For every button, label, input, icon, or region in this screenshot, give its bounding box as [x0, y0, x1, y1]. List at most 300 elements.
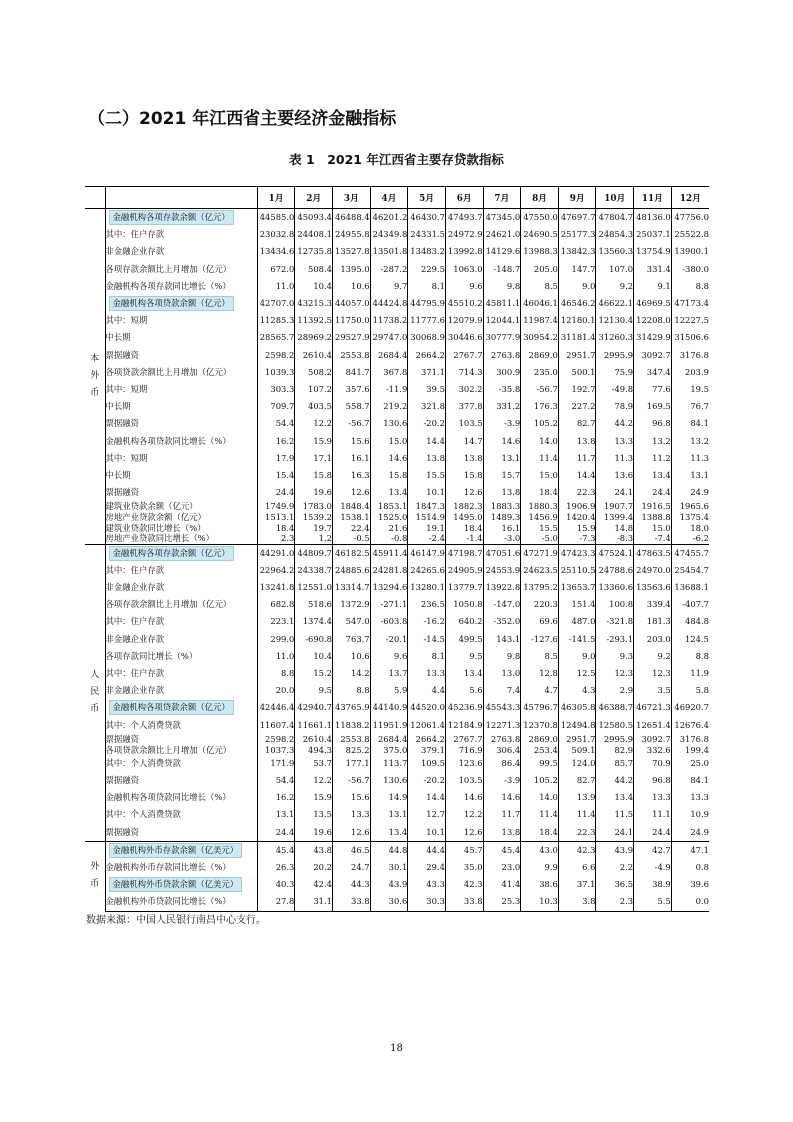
- table-row: [85, 364, 709, 381]
- value-cell: 5.6: [445, 682, 483, 699]
- value-cell: 47271.9: [521, 544, 559, 562]
- value-cell: 113.7: [370, 755, 408, 772]
- value-cell: 347.4: [634, 364, 672, 381]
- table-row: [85, 579, 709, 596]
- value-cell: 24408.1: [295, 226, 333, 243]
- value-cell: 14.4: [558, 467, 596, 484]
- month-header: 6月: [445, 187, 483, 209]
- value-cell: 13.3: [671, 789, 709, 806]
- value-cell: 1514.9: [408, 512, 446, 523]
- value-cell: 1399.4: [596, 512, 634, 523]
- value-cell: 19.1: [408, 522, 446, 533]
- value-cell: 2598.2: [257, 734, 295, 745]
- value-cell: 5.9: [370, 682, 408, 699]
- value-cell: 9.6: [370, 648, 408, 665]
- value-cell: 17.9: [257, 450, 295, 467]
- value-cell: 46488.4: [333, 209, 371, 227]
- value-cell: 509.1: [558, 744, 596, 755]
- table-row: [85, 312, 709, 329]
- value-cell: 37.1: [558, 876, 596, 893]
- value-cell: 13.8: [558, 432, 596, 449]
- value-cell: 15.0: [521, 467, 559, 484]
- value-cell: 24265.6: [408, 562, 446, 579]
- value-cell: 1916.5: [634, 501, 672, 512]
- value-cell: 130.6: [370, 415, 408, 432]
- value-cell: 11.1: [634, 806, 672, 823]
- value-cell: 77.6: [634, 381, 672, 398]
- value-cell: 41.4: [483, 876, 521, 893]
- value-cell: 8.5: [521, 648, 559, 665]
- value-cell: 13.1: [671, 467, 709, 484]
- value-cell: -3.9: [483, 415, 521, 432]
- value-cell: 2610.4: [295, 734, 333, 745]
- value-cell: 38.9: [634, 876, 672, 893]
- value-cell: 15.6: [333, 789, 371, 806]
- value-cell: 46430.7: [408, 209, 446, 227]
- value-cell: 11392.5: [295, 312, 333, 329]
- value-cell: 44140.9: [370, 699, 408, 716]
- value-cell: 13988.3: [521, 243, 559, 260]
- value-cell: 24854.3: [596, 226, 634, 243]
- value-cell: 22.4: [333, 522, 371, 533]
- value-cell: 12370.8: [521, 716, 559, 733]
- value-cell: 19.5: [671, 381, 709, 398]
- value-cell: 11661.1: [295, 716, 333, 733]
- value-cell: 38.6: [521, 876, 559, 893]
- value-cell: 11.0: [257, 278, 295, 295]
- value-cell: -127.6: [521, 631, 559, 648]
- value-cell: 203.0: [634, 631, 672, 648]
- value-cell: 78.9: [596, 398, 634, 415]
- value-cell: 13501.8: [370, 243, 408, 260]
- value-cell: 43765.9: [333, 699, 371, 716]
- value-cell: 302.2: [445, 381, 483, 398]
- value-cell: 8.5: [521, 278, 559, 295]
- row-label-cell: [105, 243, 257, 260]
- value-cell: 151.4: [558, 596, 596, 613]
- value-cell: 43215.3: [295, 295, 333, 312]
- value-cell: 1882.3: [445, 501, 483, 512]
- value-cell: 11987.4: [521, 312, 559, 329]
- value-cell: 2.3: [257, 533, 295, 544]
- value-cell: 13.4: [596, 789, 634, 806]
- row-label: 其中：短期: [105, 383, 148, 394]
- value-cell: 13.8: [483, 484, 521, 501]
- row-label: 其中：住户存款: [105, 667, 165, 678]
- value-cell: 11951.9: [370, 716, 408, 733]
- table-row: [85, 512, 709, 523]
- value-cell: 24885.6: [333, 562, 371, 579]
- value-cell: -11.9: [370, 381, 408, 398]
- value-cell: 45796.7: [521, 699, 559, 716]
- value-cell: 13560.3: [596, 243, 634, 260]
- value-cell: 31260.3: [596, 329, 634, 346]
- highlighted-row-label: 金融机构外币存款余额（亿美元）: [109, 843, 243, 858]
- value-cell: -8.3: [596, 533, 634, 544]
- value-cell: 339.4: [634, 596, 672, 613]
- value-cell: 499.5: [445, 631, 483, 648]
- source-note: 数据来源：中国人民银行南昌中心支行。: [86, 915, 266, 926]
- value-cell: 15.9: [295, 789, 333, 806]
- table-body: [85, 209, 709, 912]
- table-row: [85, 665, 709, 682]
- value-cell: 30.1: [370, 859, 408, 876]
- value-cell: 547.0: [333, 613, 371, 630]
- value-cell: 7.4: [483, 682, 521, 699]
- value-cell: 500.1: [558, 364, 596, 381]
- value-cell: 54.4: [257, 772, 295, 789]
- row-label-cell: [105, 484, 257, 501]
- value-cell: 124.0: [558, 755, 596, 772]
- row-label: 其中：个人消费贷款: [105, 809, 181, 820]
- value-cell: 14.0: [521, 789, 559, 806]
- value-cell: 10.1: [408, 484, 446, 501]
- value-cell: 9.7: [370, 278, 408, 295]
- value-cell: 70.9: [634, 755, 672, 772]
- highlighted-row-label: 金融机构各项存款余额（亿元）: [109, 546, 234, 561]
- value-cell: 103.5: [445, 415, 483, 432]
- row-label-cell: [105, 648, 257, 665]
- value-cell: 18.4: [521, 484, 559, 501]
- value-cell: -4.9: [634, 859, 672, 876]
- value-cell: 13360.6: [596, 579, 634, 596]
- value-cell: 46046.1: [521, 295, 559, 312]
- value-cell: 53.7: [295, 755, 333, 772]
- value-cell: 42707.0: [257, 295, 295, 312]
- value-cell: 1.2: [295, 533, 333, 544]
- value-cell: 2664.2: [408, 734, 446, 745]
- row-label-cell: [105, 501, 257, 512]
- value-cell: 13.3: [408, 665, 446, 682]
- value-cell: 15.2: [295, 665, 333, 682]
- value-cell: 84.1: [671, 415, 709, 432]
- value-cell: 11285.3: [257, 312, 295, 329]
- table-row: [85, 501, 709, 512]
- row-label-cell: [105, 381, 257, 398]
- value-cell: 46182.5: [333, 544, 371, 562]
- value-cell: 24.7: [333, 859, 371, 876]
- value-cell: 82.9: [596, 744, 634, 755]
- value-cell: 43.9: [596, 841, 634, 859]
- value-cell: 300.9: [483, 364, 521, 381]
- value-cell: 86.4: [483, 755, 521, 772]
- value-cell: 2995.9: [596, 347, 634, 364]
- row-label: 非金融企业存款: [105, 685, 165, 696]
- row-label-cell: [105, 522, 257, 533]
- value-cell: 9.2: [596, 278, 634, 295]
- currency-group-label: 人 民 币: [85, 544, 105, 841]
- value-cell: 13280.1: [408, 579, 446, 596]
- value-cell: 16.2: [257, 789, 295, 806]
- value-cell: 30954.2: [521, 329, 559, 346]
- row-label-cell: [105, 806, 257, 823]
- value-cell: 1853.1: [370, 501, 408, 512]
- value-cell: 103.5: [445, 772, 483, 789]
- table-row: [85, 295, 709, 312]
- value-cell: 1907.7: [596, 501, 634, 512]
- value-cell: -0.5: [333, 533, 371, 544]
- value-cell: -20.1: [370, 631, 408, 648]
- value-cell: 31.1: [295, 893, 333, 911]
- row-label-cell: [105, 631, 257, 648]
- value-cell: 47173.4: [671, 295, 709, 312]
- value-cell: -690.8: [295, 631, 333, 648]
- value-cell: 25.0: [671, 755, 709, 772]
- row-label: 非金融企业存款: [105, 633, 165, 644]
- value-cell: 1906.9: [558, 501, 596, 512]
- value-cell: 192.7: [558, 381, 596, 398]
- value-cell: 47804.7: [596, 209, 634, 227]
- header-corner: [85, 187, 105, 209]
- value-cell: 14.0: [521, 432, 559, 449]
- table-title: 表 1 2021 年江西省主要存贷款指标: [289, 152, 504, 167]
- value-cell: 3176.8: [671, 347, 709, 364]
- value-cell: 18.0: [671, 522, 709, 533]
- value-cell: 14.6: [483, 789, 521, 806]
- value-cell: 2.9: [596, 682, 634, 699]
- row-label: 建筑业贷款同比增长（%）: [105, 522, 206, 533]
- value-cell: -14.5: [408, 631, 446, 648]
- table-row: [85, 631, 709, 648]
- value-cell: 46721.3: [634, 699, 672, 716]
- value-cell: 1375.4: [671, 512, 709, 523]
- table-row: [85, 824, 709, 842]
- value-cell: 9.8: [483, 278, 521, 295]
- value-cell: 13.4: [370, 484, 408, 501]
- value-cell: 44291.0: [257, 544, 295, 562]
- value-cell: 12.6: [333, 824, 371, 842]
- value-cell: -148.7: [483, 261, 521, 278]
- value-cell: 11.4: [521, 450, 559, 467]
- row-label-cell: [105, 665, 257, 682]
- table-row: [85, 243, 709, 260]
- value-cell: 331.2: [483, 398, 521, 415]
- value-cell: 14.7: [445, 432, 483, 449]
- value-cell: 25037.1: [634, 226, 672, 243]
- table-row: [85, 522, 709, 533]
- row-label: 金融机构各项贷款同比增长（%）: [105, 435, 231, 446]
- value-cell: 44.8: [370, 841, 408, 859]
- value-cell: 8.8: [671, 648, 709, 665]
- row-label: 其中：个人消费贷款: [105, 719, 181, 730]
- table-header-row: [85, 187, 709, 209]
- value-cell: 15.6: [333, 432, 371, 449]
- value-cell: 82.7: [558, 415, 596, 432]
- value-cell: 494.3: [295, 744, 333, 755]
- value-cell: 1880.3: [521, 501, 559, 512]
- value-cell: 96.8: [634, 772, 672, 789]
- row-label-cell: [105, 744, 257, 755]
- value-cell: 13992.8: [445, 243, 483, 260]
- value-cell: 12.6: [445, 484, 483, 501]
- value-cell: -20.2: [408, 415, 446, 432]
- value-cell: 12.2: [295, 772, 333, 789]
- value-cell: -49.8: [596, 381, 634, 398]
- row-label-cell: [105, 278, 257, 295]
- value-cell: 2763.8: [483, 347, 521, 364]
- value-cell: 22964.2: [257, 562, 295, 579]
- value-cell: 1420.4: [558, 512, 596, 523]
- row-label-cell: [105, 533, 257, 544]
- value-cell: 85.7: [596, 755, 634, 772]
- table-row: [85, 484, 709, 501]
- value-cell: 12.7: [408, 806, 446, 823]
- row-label-cell: [105, 450, 257, 467]
- value-cell: 13754.9: [634, 243, 672, 260]
- value-cell: 13.4: [370, 824, 408, 842]
- value-cell: 13.0: [483, 665, 521, 682]
- month-header: 4月: [370, 187, 408, 209]
- value-cell: 69.6: [521, 613, 559, 630]
- value-cell: 13434.6: [257, 243, 295, 260]
- value-cell: 45911.4: [370, 544, 408, 562]
- value-cell: 24970.0: [634, 562, 672, 579]
- value-cell: 47493.7: [445, 209, 483, 227]
- value-cell: 2553.8: [333, 734, 371, 745]
- table-row: [85, 806, 709, 823]
- value-cell: 220.3: [521, 596, 559, 613]
- value-cell: 13.5: [295, 806, 333, 823]
- value-cell: 107.0: [596, 261, 634, 278]
- value-cell: 1883.3: [483, 501, 521, 512]
- value-cell: 18.4: [445, 522, 483, 533]
- value-cell: 44.4: [408, 841, 446, 859]
- value-cell: 12271.3: [483, 716, 521, 733]
- month-header: 9月: [558, 187, 596, 209]
- value-cell: 11.7: [558, 450, 596, 467]
- value-cell: 2763.8: [483, 734, 521, 745]
- value-cell: -6.2: [671, 533, 709, 544]
- value-cell: 44795.9: [408, 295, 446, 312]
- value-cell: 24.4: [257, 824, 295, 842]
- row-label-cell: [105, 209, 257, 227]
- table-row: [85, 699, 709, 716]
- value-cell: 13.1: [483, 450, 521, 467]
- value-cell: 47345.0: [483, 209, 521, 227]
- row-label-cell: [105, 699, 257, 716]
- value-cell: 379.1: [408, 744, 446, 755]
- value-cell: -321.8: [596, 613, 634, 630]
- value-cell: 3.8: [558, 893, 596, 911]
- value-cell: 9.9: [521, 859, 559, 876]
- value-cell: 25522.8: [671, 226, 709, 243]
- value-cell: 1388.8: [634, 512, 672, 523]
- value-cell: -3.9: [483, 772, 521, 789]
- value-cell: 12.6: [445, 824, 483, 842]
- value-cell: 203.9: [671, 364, 709, 381]
- value-cell: 47051.6: [483, 544, 521, 562]
- value-cell: 14.6: [445, 789, 483, 806]
- value-cell: 10.9: [671, 806, 709, 823]
- value-cell: 8.8: [257, 665, 295, 682]
- value-cell: 357.6: [333, 381, 371, 398]
- month-header: 7月: [483, 187, 521, 209]
- value-cell: -352.0: [483, 613, 521, 630]
- value-cell: 825.2: [333, 744, 371, 755]
- row-label-cell: [105, 432, 257, 449]
- row-label-cell: [105, 841, 257, 859]
- table-row: [85, 347, 709, 364]
- value-cell: 306.4: [483, 744, 521, 755]
- value-cell: 236.5: [408, 596, 446, 613]
- value-cell: 44809.7: [295, 544, 333, 562]
- value-cell: -1.4: [445, 533, 483, 544]
- month-header: 2月: [295, 187, 333, 209]
- value-cell: 2767.7: [445, 734, 483, 745]
- value-cell: 253.4: [521, 744, 559, 755]
- value-cell: -287.2: [370, 261, 408, 278]
- row-label: 金融机构各项贷款同比增长（%）: [105, 792, 231, 803]
- value-cell: 13.3: [333, 806, 371, 823]
- row-label: 金融机构各项存款同比增长（%）: [105, 280, 231, 291]
- value-cell: 8.8: [333, 682, 371, 699]
- row-label-cell: [105, 893, 257, 911]
- value-cell: 714.3: [445, 364, 483, 381]
- value-cell: 12208.0: [634, 312, 672, 329]
- value-cell: 13900.1: [671, 243, 709, 260]
- value-cell: 16.3: [333, 467, 371, 484]
- value-cell: 12061.4: [408, 716, 446, 733]
- value-cell: 205.0: [521, 261, 559, 278]
- value-cell: 24.1: [596, 824, 634, 842]
- value-cell: 1456.9: [521, 512, 559, 523]
- value-cell: 42940.7: [295, 699, 333, 716]
- value-cell: 14.6: [483, 432, 521, 449]
- value-cell: 47697.7: [558, 209, 596, 227]
- value-cell: 46546.2: [558, 295, 596, 312]
- row-label-cell: [105, 613, 257, 630]
- table-row: [85, 876, 709, 893]
- table-row: [85, 415, 709, 432]
- value-cell: 11.7: [483, 806, 521, 823]
- value-cell: 84.1: [671, 772, 709, 789]
- row-label: 票据融资: [105, 418, 140, 429]
- table-row: [85, 533, 709, 544]
- value-cell: 46.5: [333, 841, 371, 859]
- header-label-col: [105, 187, 257, 209]
- value-cell: 15.8: [295, 467, 333, 484]
- value-cell: 18.4: [521, 824, 559, 842]
- value-cell: -5.0: [521, 533, 559, 544]
- value-cell: -2.4: [408, 533, 446, 544]
- month-header: 8月: [521, 187, 559, 209]
- value-cell: 24553.9: [483, 562, 521, 579]
- value-cell: 1395.0: [333, 261, 371, 278]
- value-cell: 24.4: [634, 484, 672, 501]
- value-cell: 46388.7: [596, 699, 634, 716]
- value-cell: 16.1: [483, 522, 521, 533]
- value-cell: 147.7: [558, 261, 596, 278]
- value-cell: 1965.6: [671, 501, 709, 512]
- value-cell: 11607.4: [257, 716, 295, 733]
- row-label-cell: [105, 512, 257, 523]
- value-cell: 24331.5: [408, 226, 446, 243]
- value-cell: 1783.0: [295, 501, 333, 512]
- value-cell: 15.8: [445, 467, 483, 484]
- value-cell: 45.7: [445, 841, 483, 859]
- value-cell: 42.3: [445, 876, 483, 893]
- value-cell: 484.8: [671, 613, 709, 630]
- value-cell: 43.9: [370, 876, 408, 893]
- value-cell: 518.6: [295, 596, 333, 613]
- row-label: 票据融资: [105, 487, 140, 498]
- value-cell: 13688.1: [671, 579, 709, 596]
- value-cell: 12180.1: [558, 312, 596, 329]
- value-cell: 4.3: [558, 682, 596, 699]
- row-label-cell: [105, 261, 257, 278]
- value-cell: 1037.3: [257, 744, 295, 755]
- value-cell: 45.4: [483, 841, 521, 859]
